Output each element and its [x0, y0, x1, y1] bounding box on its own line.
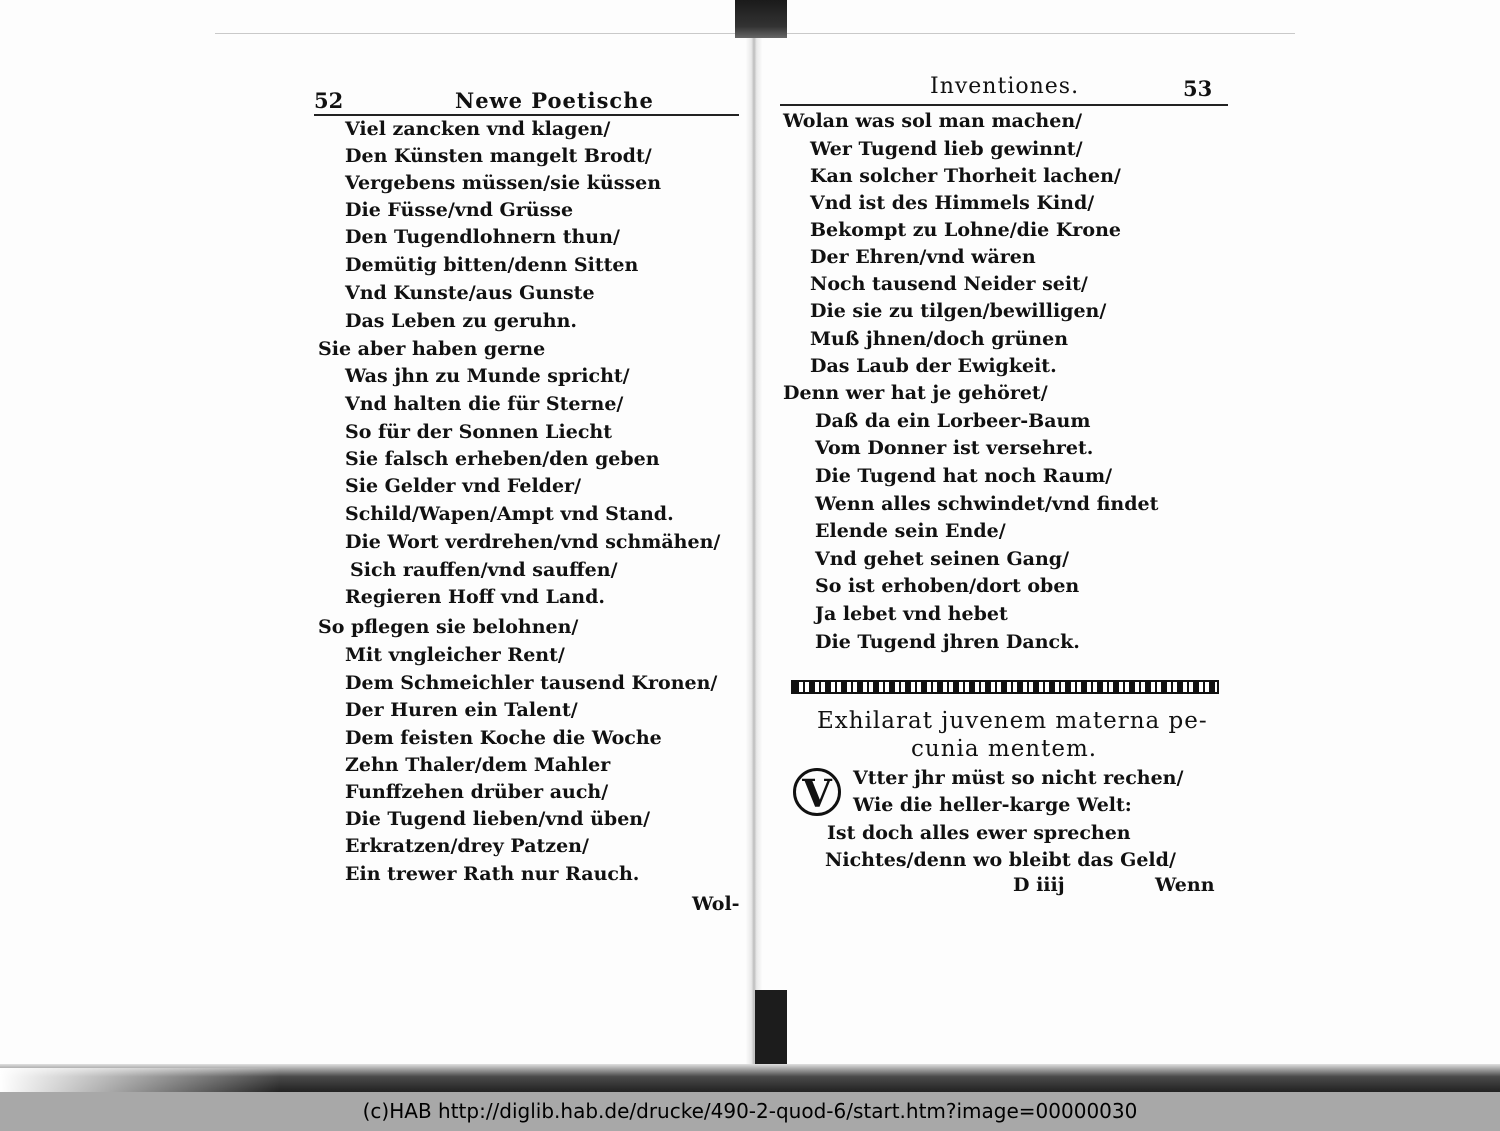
- verse-line: Die Tugend jhren Danck.: [815, 631, 1080, 653]
- verse-line: Sie aber haben gerne: [318, 338, 546, 360]
- verse-line: Viel zancken vnd klagen/: [345, 118, 611, 140]
- verse-line: Den Tugendlohnern thun/: [345, 226, 620, 248]
- verse-line: Wer Tugend lieb gewinnt/: [810, 138, 1083, 160]
- verse-line: Der Ehren/vnd wären: [810, 246, 1036, 268]
- right-page: [775, 0, 1245, 960]
- verse-line: Vom Donner ist versehret.: [815, 437, 1094, 459]
- verse-line: Die Tugend lieben/vnd üben/: [345, 808, 651, 830]
- verse-line: Ein trewer Rath nur Rauch.: [345, 863, 640, 885]
- verse-line: Sie Gelder vnd Felder/: [345, 475, 582, 497]
- left-page-number: 52: [314, 88, 344, 113]
- verse-line: Schild/Wapen/Ampt vnd Stand.: [345, 503, 674, 525]
- book-gutter: [745, 0, 763, 1092]
- verse-line: Regieren Hoff vnd Land.: [345, 586, 605, 608]
- verse-line: Vtter jhr müst so nicht rechen/: [853, 767, 1184, 789]
- right-catchword: Wenn: [1155, 874, 1215, 896]
- verse-line: Den Künsten mangelt Brodt/: [345, 145, 652, 167]
- left-running-head: Newe Poetische: [455, 88, 654, 113]
- signature-mark: D iiij: [1013, 874, 1065, 896]
- verse-line: Die Füsse/vnd Grüsse: [345, 199, 574, 221]
- verse-line: Nichtes/denn wo bleibt das Geld/: [825, 849, 1176, 871]
- verse-line: Bekompt zu Lohne/die Krone: [810, 219, 1121, 241]
- verse-line: Der Huren ein Talent/: [345, 699, 578, 721]
- verse-line: Das Leben zu geruhn.: [345, 310, 578, 332]
- latin-motto-line-2: cunia mentem.: [911, 736, 1098, 762]
- verse-line: Demütig bitten/denn Sitten: [345, 254, 639, 276]
- binding-shadow-bottom: [755, 990, 787, 1072]
- right-header-rule: [780, 104, 1228, 106]
- ornamental-border: [791, 680, 1219, 694]
- verse-line: Wie die heller-karge Welt:: [853, 794, 1132, 816]
- verse-line: Elende sein Ende/: [815, 520, 1006, 542]
- verse-line: Sich rauffen/vnd sauffen/: [350, 559, 618, 581]
- right-running-head: Inventiones.: [930, 74, 1080, 99]
- verse-line: Zehn Thaler/dem Mahler: [345, 754, 611, 776]
- verse-line: Daß da ein Lorbeer-Baum: [815, 410, 1091, 432]
- verse-line: Denn wer hat je gehöret/: [783, 382, 1048, 404]
- verse-line: Die Tugend hat noch Raum/: [815, 465, 1113, 487]
- left-catchword: Wol-: [692, 893, 740, 915]
- left-page: [300, 0, 745, 960]
- footer-url-text[interactable]: (c)HAB http://diglib.hab.de/drucke/490-2-quod-6/start.htm?image=00000030: [362, 1099, 1138, 1123]
- verse-line: Vnd ist des Himmels Kind/: [810, 192, 1095, 214]
- verse-line: Ist doch alles ewer sprechen: [827, 822, 1131, 844]
- verse-line: Wenn alles schwindet/vnd findet: [815, 493, 1159, 515]
- verse-line: Sie falsch erheben/den geben: [345, 448, 660, 470]
- verse-line: Vnd gehet seinen Gang/: [815, 548, 1070, 570]
- verse-line: Dem Schmeichler tausend Kronen/: [345, 672, 718, 694]
- verse-line: Muß jhnen/doch grünen: [810, 328, 1069, 350]
- copyright-footer: [0, 1092, 1500, 1131]
- verse-line: Vergebens müssen/sie küssen: [345, 172, 662, 194]
- verse-line: Ja lebet vnd hebet: [815, 603, 1008, 625]
- verse-line: Funffzehen drüber auch/: [345, 781, 609, 803]
- verse-line: So für der Sonnen Liecht: [345, 421, 612, 443]
- verse-line: Kan solcher Thorheit lachen/: [810, 165, 1121, 187]
- verse-line: So pflegen sie belohnen/: [318, 616, 579, 638]
- verse-line: Was jhn zu Munde spricht/: [345, 365, 630, 387]
- verse-line: Mit vngleicher Rent/: [345, 644, 565, 666]
- right-page-number: 53: [1183, 76, 1213, 101]
- verse-line: Erkratzen/drey Patzen/: [345, 835, 589, 857]
- verse-line: Vnd Kunste/aus Gunste: [345, 282, 595, 304]
- latin-motto-line-1: Exhilarat juvenem materna pe-: [817, 708, 1208, 734]
- decorated-initial: V: [793, 768, 841, 816]
- verse-line: So ist erhoben/dort oben: [815, 575, 1080, 597]
- verse-line: Vnd halten die für Sterne/: [345, 393, 624, 415]
- verse-line: Das Laub der Ewigkeit.: [810, 355, 1057, 377]
- verse-line: Wolan was sol man machen/: [783, 110, 1083, 132]
- verse-line: Die sie zu tilgen/bewilligen/: [810, 300, 1107, 322]
- verse-line: Noch tausend Neider seit/: [810, 273, 1088, 295]
- scan-bottom-highlight: [0, 1068, 280, 1092]
- verse-line: Dem feisten Koche die Woche: [345, 727, 662, 749]
- verse-line: Die Wort verdrehen/vnd schmähen/: [345, 531, 721, 553]
